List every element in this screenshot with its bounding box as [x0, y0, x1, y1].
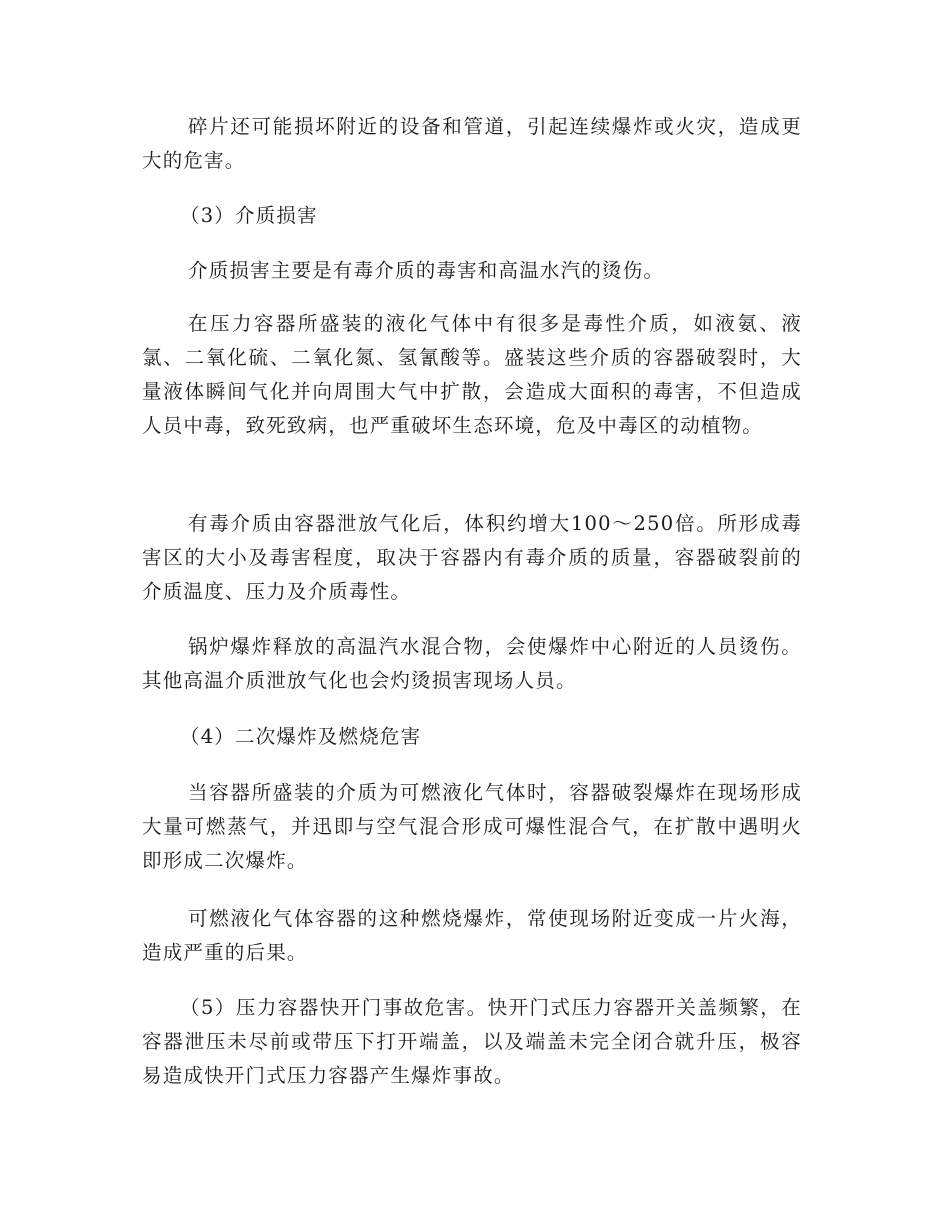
paragraph-quick-open-door: （5）压力容器快开门事故危害。快开门式压力容器开关盖频繁，在容器泄压未尽前或带压下打开端盖，以及端盖未完全闭合就升压，极容易造成快开门式压力容器产生爆炸事故。 [142, 996, 802, 1087]
paragraph-toxic-volume: 有毒介质由容器泄放气化后，体积约增大100～250倍。所形成毒害区的大小及毒害程度，取决于容器内有毒介质的质量，容器破裂前的介质温度、压力及介质毒性。 [142, 512, 802, 603]
paragraph-fragment-damage: 碎片还可能损坏附近的设备和管道，引起连续爆炸或火灾，造成更大的危害。 [142, 115, 802, 172]
paragraph-boiler-scald: 锅炉爆炸释放的高温汽水混合物，会使爆炸中心附近的人员烫伤。其他高温介质泄放气化也会灼烫损害现场人员。 [142, 635, 802, 692]
section-heading-4: （4）二次爆炸及燃烧危害 [180, 725, 422, 748]
paragraph-toxic-medium: 在压力容器所盛装的液化气体中有很多是毒性介质，如液氨、液氯、二氧化硫、二氧化氮、氢氰酸等。盛装这些介质的容器破裂时，大量液体瞬间气化并向周围大气中扩散，会造成大面积的毒害，不但造成人员中毒，致死致病，也严重破坏生态环境，危及中毒区的动植物。 [142, 312, 802, 437]
section-heading-3: （3）介质损害 [180, 204, 318, 227]
paragraph-secondary-explosion: 当容器所盛装的介质为可燃液化气体时，容器破裂爆炸在现场形成大量可燃蒸气，并迅即与空气混合形成可爆性混合气，在扩散中遇明火即形成二次爆炸。 [142, 781, 802, 872]
paragraph-fire-sea: 可燃液化气体容器的这种燃烧爆炸，常使现场附近变成一片火海，造成严重的后果。 [142, 907, 802, 964]
paragraph-medium-damage-summary: 介质损害主要是有毒介质的毒害和高温水汽的烫伤。 [188, 259, 665, 282]
